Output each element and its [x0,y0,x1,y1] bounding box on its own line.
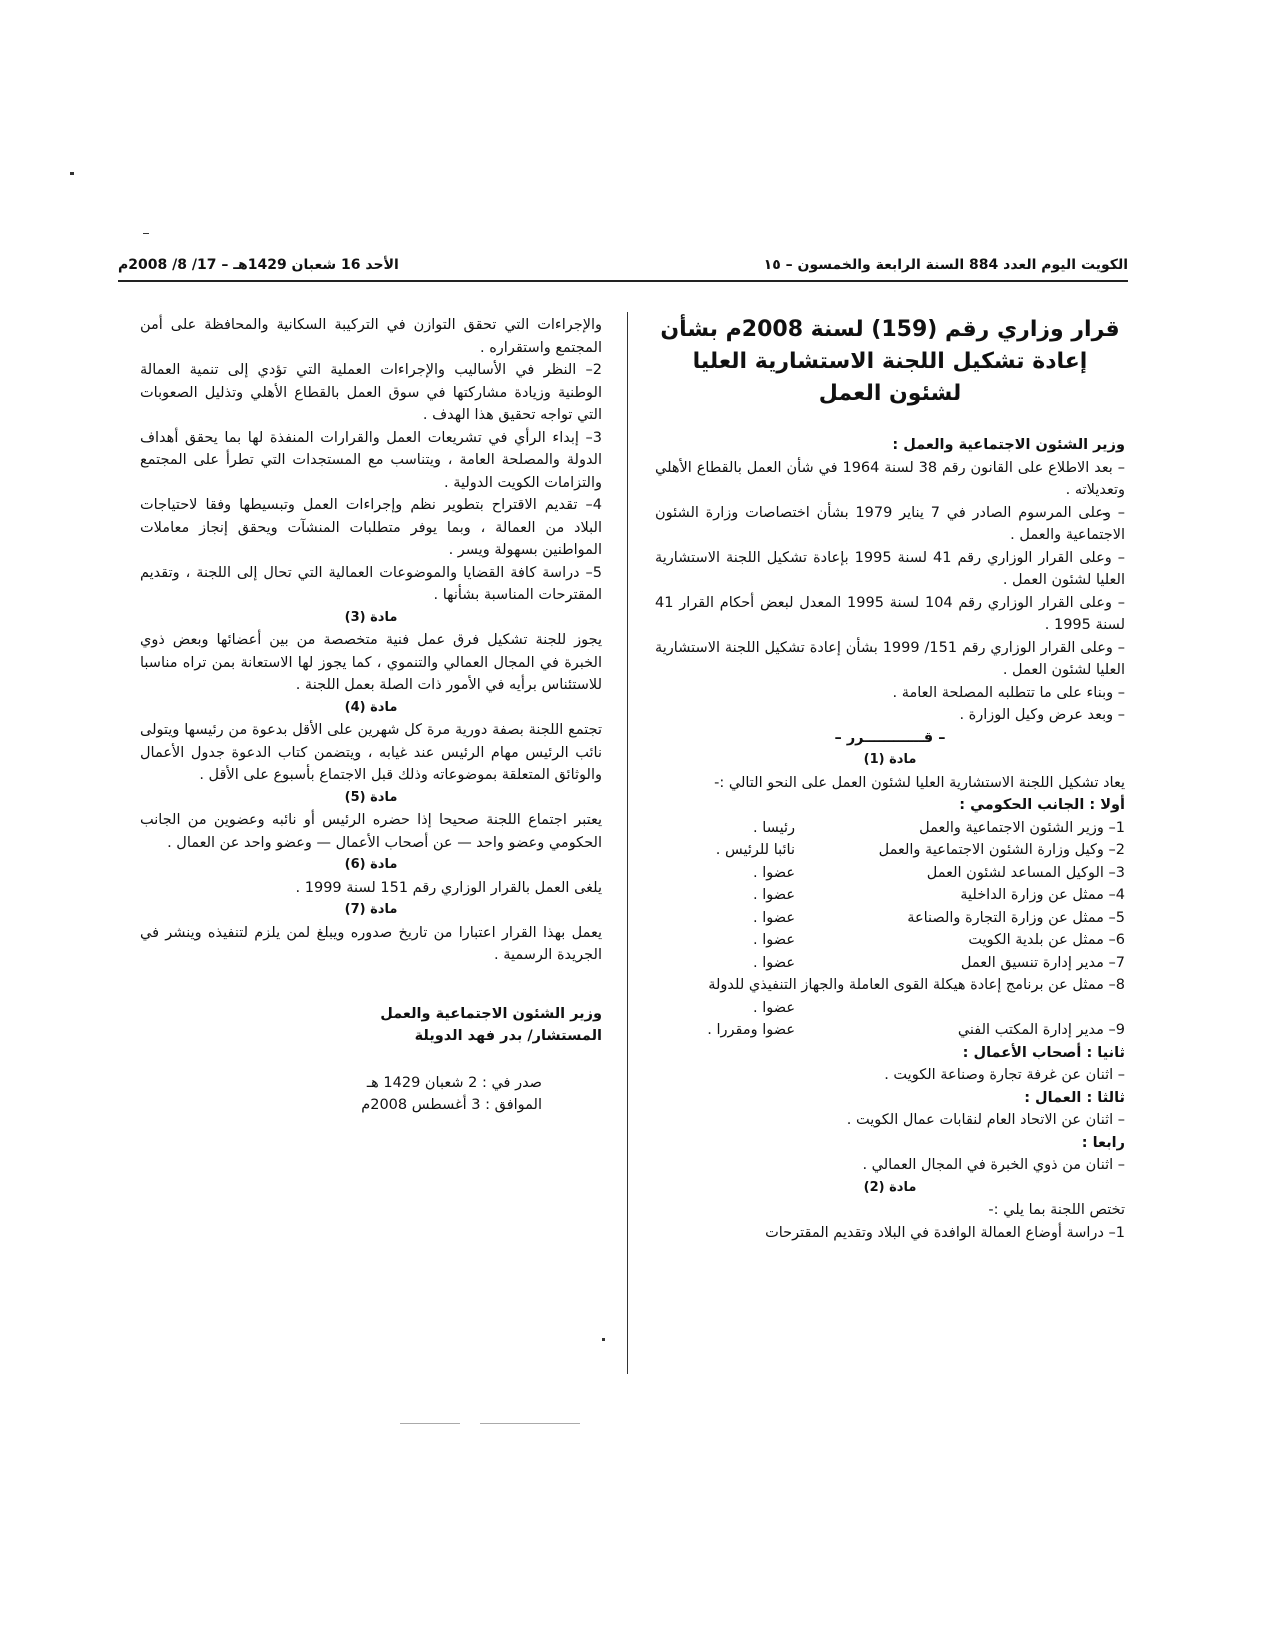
article-text: يعتبر اجتماع اللجنة صحيحا إذا حضره الرئيس أو نائبه وعضوين من الجانب الحكومي وعضو واحد — عن أصحاب الأعمال — وعضو واحد عن العمال . [140,812,602,851]
member-name: 1– وزير الشئون الاجتماعية والعمل [919,819,1125,836]
preamble-line: – وعلى المرسوم الصادر في 7 يناير 1979 بشأن اختصاصات وزارة الشئون الاجتماعية والعمل . [655,504,1125,543]
member-row [655,907,1125,930]
member-role: عضوا . [753,999,795,1016]
member-row [655,1019,1125,1042]
member-role: عضوا . [753,887,795,903]
member-row [655,929,1125,952]
member-8-name: 8– ممثل عن برنامج إعادة هيكلة القوى العاملة والجهاز التنفيذي للدولة [708,977,1125,993]
article-heading: مادة (6) [344,857,398,872]
decision-heading: – قــــــــــــرر – [834,729,946,746]
section-text: – اثنان عن الاتحاد العام لنقابات عمال الكويت . [846,1112,1125,1128]
issued-date: صدر في : 2 شعبان 1429 هـ [366,1074,542,1091]
article-item: 5– دراسة كافة القضايا والموضوعات العمالية التي تحال إلى اللجنة ، وتقديم المقترحات المناسبة بشأنها . [140,564,602,603]
member-row [655,817,1125,840]
article-item: 3– إبداء الرأي في تشريعات العمل والقرارات المنفذة لها بما يحقق أهداف الدولة والمصلحة العامة ، ويتناسب مع المستجدات التي تطرأ على المجتمع والتزامات الكويت الدولية . [140,429,602,491]
member-row [655,997,1125,1020]
member-name: 7– مدير إدارة تنسيق العمل [960,954,1125,971]
member-role: عضوا . [753,954,795,971]
member-role: عضوا . [753,932,795,948]
article-text: يعمل بهذا القرار اعتبارا من تاريخ صدوره ويبلغ لمن يلزم لتنفيذه وينشر في الجريدة الرسمية . [140,924,602,963]
member-name: 3– الوكيل المساعد لشئون العمل [926,864,1125,881]
preamble-line: – وبعد عرض وكيل الوزارة . [959,707,1125,723]
signature-name: المستشار/ بدر فهد الدويلة [414,1028,602,1044]
right-column [655,314,1125,1244]
member-name: 4– ممثل عن وزارة الداخلية [960,887,1125,903]
minister-heading: وزير الشئون الاجتماعية والعمل : [892,437,1125,453]
article-text: يلغى العمل بالقرار الوزاري رقم 151 لسنة 1999 . [295,879,602,896]
section-heading: ثالثا : العمال : [1024,1089,1125,1106]
signature-title: وزير الشئون الاجتماعية والعمل [380,1005,602,1022]
scan-speck [70,172,74,175]
column-divider [627,312,628,1374]
article-item: 4– تقديم الاقتراح بتطوير نظم وإجراءات العمل وتبسيطها وفقا لاحتياجات البلاد من العمالة ، وبما يوفر متطلبات المنشآت ويحقق إنجاز معاملات المواطنين بسهولة ويسر . [140,497,602,558]
member-name: 5– ممثل عن وزارة التجارة والصناعة [907,909,1125,926]
article-heading: مادة (1) [863,752,917,767]
member-row [655,839,1125,862]
member-role: عضوا . [753,909,795,926]
header-date: الأحد 16 شعبان 1429هـ – 17/ 8/ 2008م [118,257,399,273]
scan-speck [143,233,149,234]
section-heading: رابعا : [1081,1134,1125,1151]
header-issue-info: الكويت اليوم العدد 884 السنة الرابعة والخمسون – ١٥ [763,257,1128,273]
article-text: يجوز للجنة تشكيل فرق عمل فنية متخصصة من بين أعضائها وبعض ذوي الخبرة في المجال العمالي والتنموي ، كما يجوز لها الاستعانة بمن تراه مناسبا للاستئناس برأيه في الأمور ذات الصلة بعمل اللجنة . [140,632,602,693]
corresponding-date: الموافق : 3 أغسطس 2008م [361,1097,542,1113]
article-heading: مادة (5) [344,789,398,805]
article-heading: مادة (3) [344,609,398,625]
scan-speck [480,1423,580,1424]
article-text: يعاد تشكيل اللجنة الاستشارية العليا لشئون العمل على النحو التالي :- [714,774,1125,791]
decree-title: قرار وزاري رقم (159) لسنة 2008م بشأن إعادة تشكيل اللجنة الاستشارية العليا لشئون العمل [660,317,1120,406]
left-column [140,314,602,1117]
member-role: عضوا ومقررا . [707,1022,795,1038]
preamble-line: – وعلى القرار الوزاري رقم 151/ 1999 بشأن إعادة تشكيل اللجنة الاستشارية العليا لشئون العمل . [655,639,1125,678]
member-row [655,952,1125,975]
signature-block [140,1003,602,1048]
section-text: – اثنان من ذوي الخبرة في المجال العمالي . [862,1157,1125,1173]
article-text: تجتمع اللجنة بصفة دورية مرة كل شهرين على الأقل بدعوة من رئيسها ويتولى نائب الرئيس مهام الرئيس عند غيابه ، ويتضمن كتاب الدعوة جدول الأعمال والوثائق المتعلقة بموضوعاته وذلك قبل الاجتماع بأسبوع على الأقل . [140,722,602,783]
article-item: 1– دراسة أوضاع العمالة الوافدة في البلاد وتقديم المقترحات [765,1224,1125,1241]
preamble-line: – بعد الاطلاع على القانون رقم 38 لسنة 1964 في شأن العمل بالقطاع الأهلي وتعديلاته . [655,459,1125,498]
issue-date-block [140,1072,602,1117]
member-row [655,884,1125,907]
section-text: – اثنان عن غرفة تجارة وصناعة الكويت . [884,1067,1125,1083]
preamble-line: – وبناء على ما تتطلبه المصلحة العامة . [892,684,1125,701]
member-role: رئيسا . [753,819,795,836]
header-rule [118,280,1128,282]
article-heading: مادة (4) [344,699,398,715]
article-item: والإجراءات التي تحقق التوازن في التركيبة السكانية والمحافظة على أمن المجتمع واستقراره . [140,317,602,356]
article-heading: مادة (7) [344,902,398,917]
article-heading: مادة (2) [863,1179,917,1195]
article-item: 2– النظر في الأساليب والإجراءات العملية التي تؤدي إلى تنمية العمالة الوطنية وزيادة مشاركتها في سوق العمل بالقطاع الأهلي وتذليل الصعوبات التي تواجه تحقيق هذا الهدف . [140,362,602,423]
member-name: 2– وكيل وزارة الشئون الاجتماعية والعمل [878,842,1125,858]
preamble-line: – وعلى القرار الوزاري رقم 41 لسنة 1995 بإعادة تشكيل اللجنة الاستشارية العليا لشئون العمل . [655,549,1125,588]
member-row [655,862,1125,885]
section-heading: ثانيا : أصحاب الأعمال : [962,1044,1125,1061]
preamble-line: – وعلى القرار الوزاري رقم 104 لسنة 1995 المعدل لبعض أحكام القرار 41 لسنة 1995 . [655,594,1125,633]
scan-speck [400,1423,460,1424]
section-heading: أولا : الجانب الحكومي : [959,797,1125,813]
page-header [118,254,1128,276]
member-name: 9– مدير إدارة المكتب الفني [957,1022,1125,1038]
article-text: تختص اللجنة بما يلي :- [988,1202,1125,1218]
member-role: عضوا . [753,864,795,881]
member-name: 6– ممثل عن بلدية الكويت [968,932,1125,948]
scan-speck [602,1338,605,1341]
member-role: نائبا للرئيس . [715,842,795,858]
